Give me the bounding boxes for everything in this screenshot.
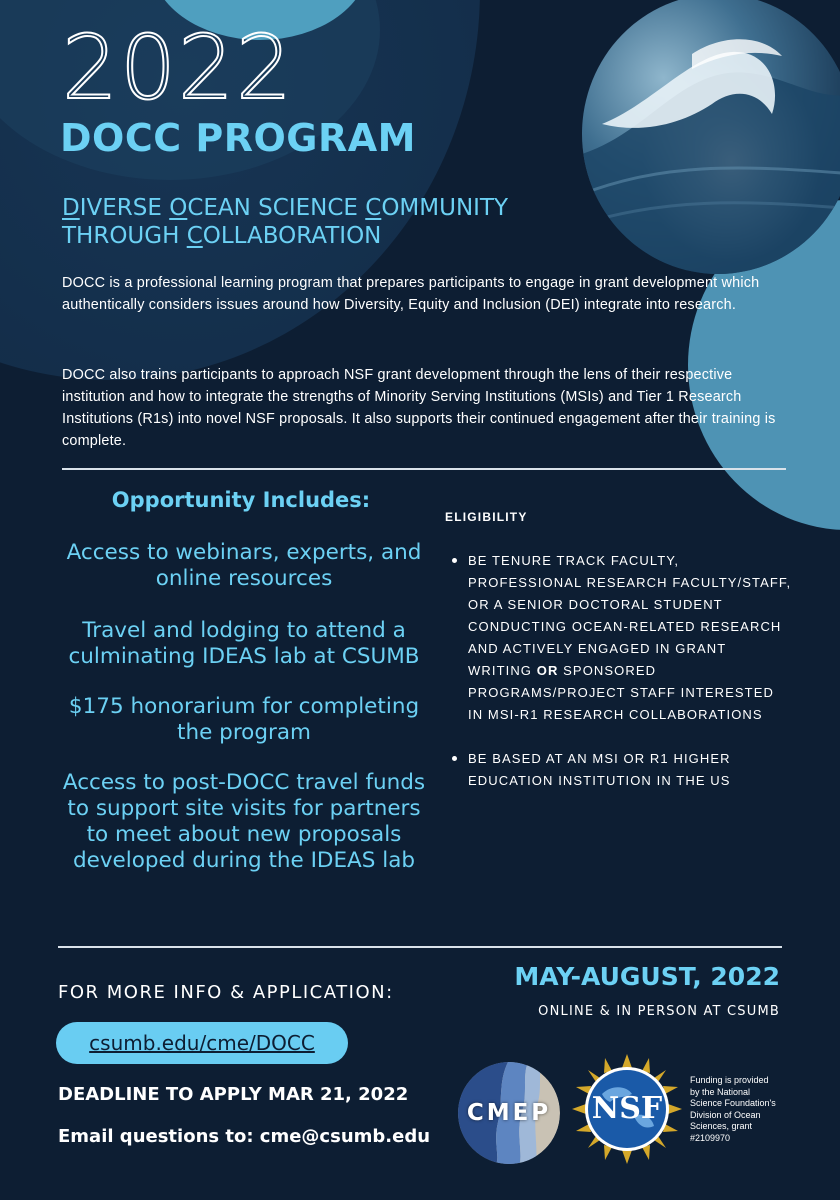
eligibility-title: ELIGIBILITY [445,510,528,524]
opportunity-item: Access to webinars, experts, and online resources [66,540,422,591]
funding-line: #2109970 [690,1132,731,1143]
cmep-logo [458,1062,560,1164]
funding-line: by the National [690,1086,751,1097]
opportunity-item: $175 honorarium for completing the program [68,694,420,745]
eligibility-list [452,550,792,792]
year-heading: 2022 [62,16,294,119]
divider-top [62,468,786,470]
subtitle-line-2: THROUGH COLLABORATION [62,223,382,249]
ocean-wave-image [582,0,840,274]
program-subtitle [62,194,582,250]
funding-note [690,1075,800,1144]
program-dates: MAY-AUGUST, 2022 [514,962,780,991]
funding-line: Science Foundation's [690,1098,776,1108]
more-info-label: FOR MORE INFO & APPLICATION: [58,982,394,1003]
funding-line: Division of Ocean [690,1109,761,1120]
nsf-logo-text: NSF [591,1091,663,1126]
program-title: DOCC PROGRAM [60,116,416,160]
intro-paragraph-1: DOCC is a professional learning program that prepares participants to engage in grant development which authentically considers issues around how Diversity, Equity and Inclusion (DEI) integrate into research. [62,275,760,313]
application-link[interactable]: csumb.edu/cme/DOCC [56,1022,348,1064]
email-contact[interactable]: Email questions to: cme@csumb.edu [58,1126,431,1147]
eligibility-item: BE BASED AT AN MSI OR R1 HIGHER EDUCATION INSTITUTION IN THE US [452,748,792,792]
program-format: ONLINE & IN PERSON AT CSUMB [538,1004,780,1019]
funding-line: Funding is provided [690,1075,769,1085]
divider-bottom [58,946,782,948]
eligibility-item: BE TENURE TRACK FACULTY, PROFESSIONAL RESEARCH FACULTY/STAFF, OR A SENIOR DOCTORAL STUDENT CONDUCTING OCEAN-RELATED RESEARCH AND ACTIVELY ENGAGED IN GRANT WRITING OR SPONSORED PROGRAMS/PROJECT STAFF INTERESTED IN MSI-R1 RESEARCH COLLABORATIONS [452,550,792,726]
subtitle-line-1: DIVERSE OCEAN SCIENCE COMMUNITY [62,195,509,221]
opportunity-title: Opportunity Includes: [111,488,371,512]
opportunity-item: Travel and lodging to attend a culminating IDEAS lab at CSUMB [68,618,420,669]
opportunity-item: Access to post-DOCC travel funds to support site visits for partners to meet about new proposals developed during the IDEAS lab [62,770,426,873]
deadline-text: DEADLINE TO APPLY MAR 21, 2022 [58,1084,409,1105]
funding-line: Sciences, grant [690,1121,753,1131]
nsf-logo [572,1054,682,1164]
intro-paragraph-2: DOCC also trains participants to approach NSF grant development through the lens of their respective institution and how to integrate the strengths of Minority Serving Institutions (MSIs) and Tier 1 Research Institutions (R1s) into novel NSF proposals. It also supports their continued engagement after their training is complete. [62,367,776,449]
cmep-logo-text: CMEP [466,1100,552,1126]
